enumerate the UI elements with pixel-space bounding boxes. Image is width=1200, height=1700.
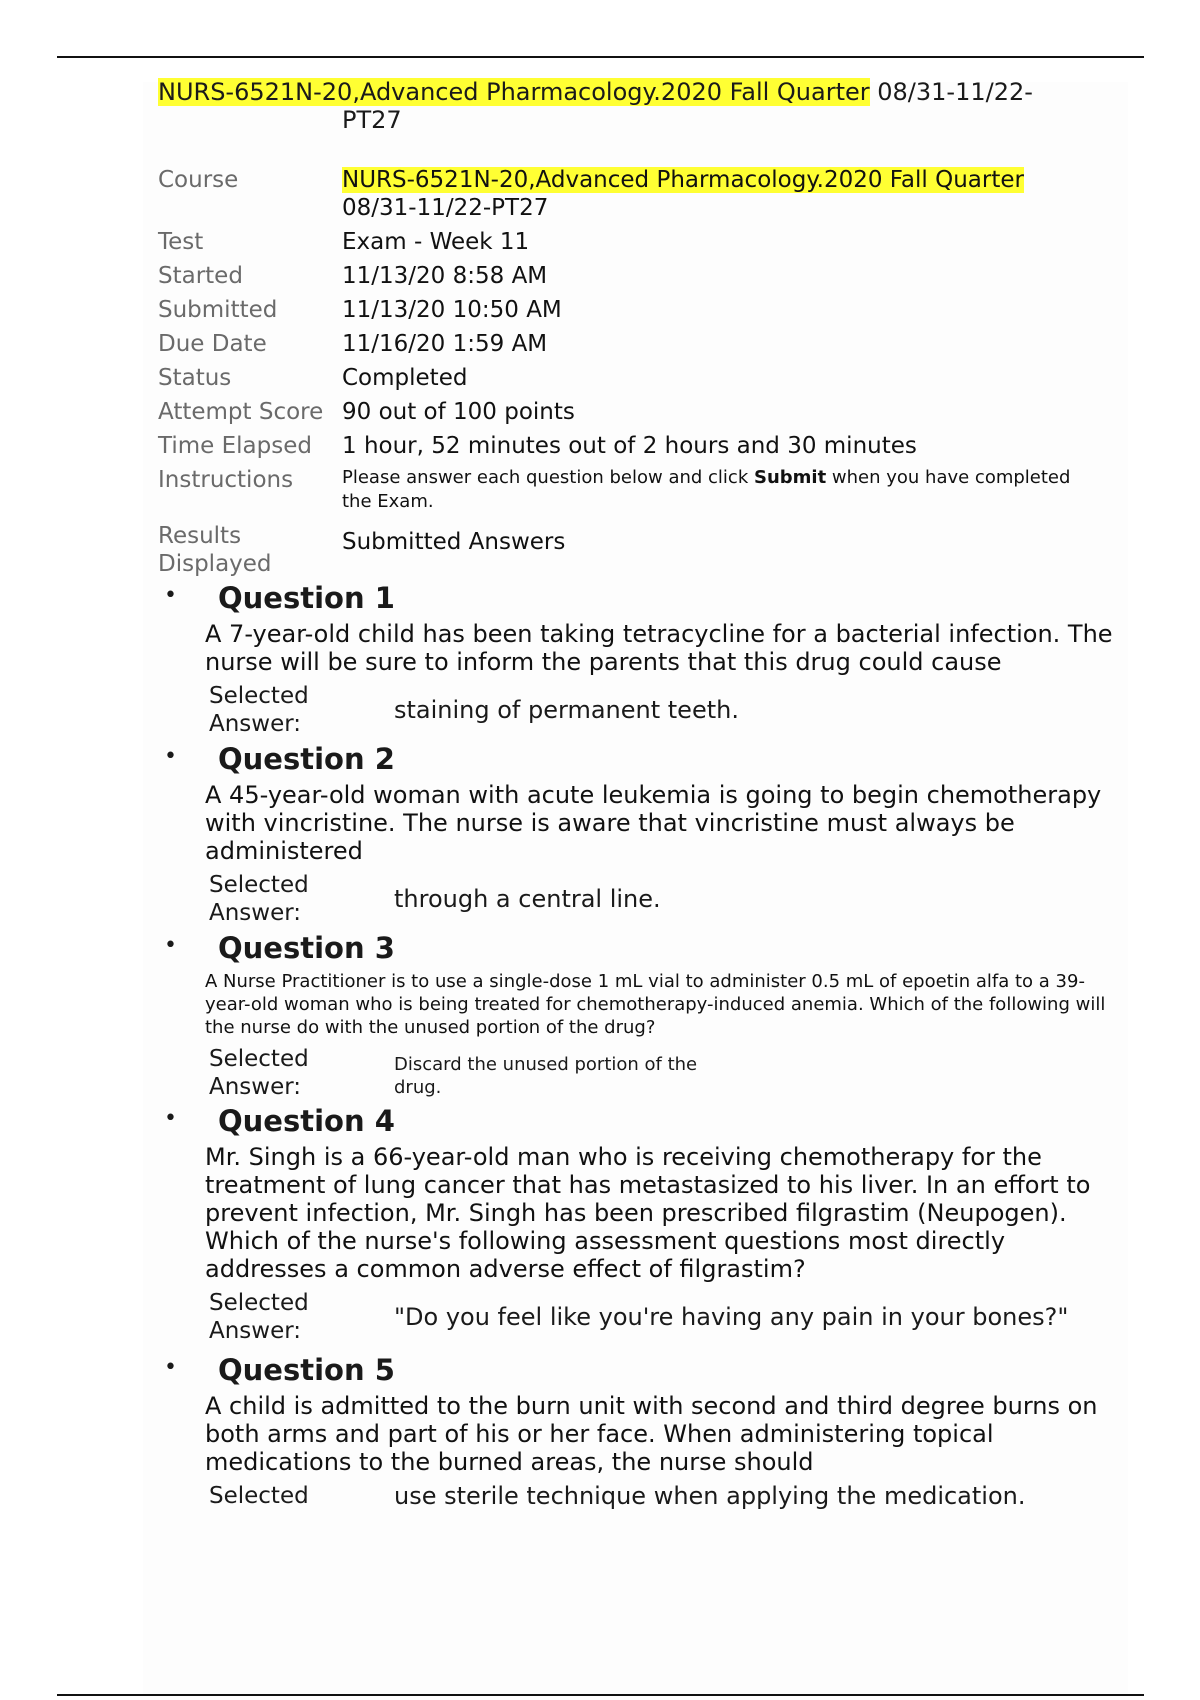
instructions-submit-word: Submit [753,467,827,488]
selected-answer-label: Selected Answer: [209,683,309,737]
selected-answer-value: staining of permanent teeth. [394,696,739,724]
course-label: Course [158,167,239,193]
started-label: Started [158,263,243,289]
course-value [342,166,1088,222]
score-value: 90 out of 100 points [342,399,575,425]
info-row-course [158,166,1088,228]
info-row-due-date [158,330,1088,364]
selected-answer [209,1289,1128,1345]
test-label: Test [158,229,204,255]
question-text: A 45-year-old woman with acute leukemia is going to begin chemotherapy with vincristine. The nurse is aware that vincristine must always be administered [205,781,1102,865]
question-1 [158,580,1128,738]
instructions-label: Instructions [158,467,294,493]
selected-answer-label: Selected Answer: [209,1046,309,1100]
question-text: A Nurse Practitioner is to use a single-dose 1 mL vial to administer 0.5 mL of epoetin alfa to a 39-year-old woman who is being treated for chemotherapy-induced anemia. Which of the following will the nurse do with the unused portion of the drug? [205,971,1106,1038]
submitted-value: 11/13/20 10:50 AM [342,297,562,323]
title-highlight: NURS-6521N-20,Advanced Pharmacology.2020 Fall Quarter [158,78,870,106]
info-row-submitted [158,296,1088,330]
bullet-icon: • [164,1355,177,1380]
instructions-text-after: when you have completed the Exam. [342,467,1071,512]
selected-answer-label: Selected [209,1483,309,1509]
info-row-time-elapsed [158,432,1088,466]
info-row-score [158,398,1088,432]
question-text: Mr. Singh is a 66-year-old man who is receiving chemotherapy for the treatment of lung cancer that has metastasized to his liver. In an effort to prevent infection, Mr. Singh has been prescribed filgrastim (Neupogen). Which of the nurse's following assessment questions most directly addresses a common adverse effect of filgrastim? [205,1143,1091,1283]
question-header [158,741,1128,781]
question-text: A child is admitted to the burn unit with second and third degree burns on both arms and part of his or her face. When administering topical medications to the burned areas, the nurse should [205,1392,1098,1476]
selected-answer [209,682,1128,738]
selected-answer [209,1482,1128,1538]
question-header [158,1352,1128,1392]
selected-answer-value: use sterile technique when applying the medication. [394,1482,1026,1510]
status-value: Completed [342,365,468,391]
question-header [158,1103,1128,1143]
selected-answer-value: through a central line. [394,885,661,913]
question-title: Question 1 [218,581,395,615]
bullet-icon: • [164,1106,177,1131]
score-label: Attempt Score [158,399,324,425]
title-dates: 08/31-11/22- [869,78,1033,106]
status-label: Status [158,365,232,391]
bullet-icon: • [164,744,177,769]
selected-answer-label: Selected Answer: [209,1290,309,1344]
question-header [158,580,1128,620]
course-value-line2: 08/31-11/22-PT27 [342,195,549,221]
title-line2: PT27 [342,106,402,134]
bullet-icon: • [164,583,177,608]
submitted-label: Submitted [158,297,278,323]
question-4 [158,1103,1128,1345]
question-3 [158,930,1128,1101]
started-value: 11/13/20 8:58 AM [342,263,548,289]
due-date-value: 11/16/20 1:59 AM [342,331,548,357]
time-elapsed-value: 1 hour, 52 minutes out of 2 hours and 30 minutes [342,433,917,459]
test-value: Exam - Week 11 [342,229,530,255]
bottom-rule [57,1694,1144,1696]
due-date-label: Due Date [158,331,267,357]
page-title [158,78,1058,134]
course-value-highlight: NURS-6521N-20,Advanced Pharmacology.2020 Fall Quarter [342,167,1024,193]
selected-answer-label: Selected Answer: [209,872,309,926]
info-row-test [158,228,1088,262]
selected-answer [209,871,1128,927]
info-row-status [158,364,1088,398]
selected-answer-value: Discard the unused portion of the drug. [394,1054,698,1098]
question-title: Question 2 [218,742,395,776]
question-title: Question 3 [218,931,395,965]
instructions-text-before: Please answer each question below and click [342,467,754,488]
bullet-icon: • [164,933,177,958]
selected-answer-value: "Do you feel like you're having any pain in your bones?" [394,1303,1069,1331]
question-text: A 7-year-old child has been taking tetracycline for a bacterial infection. The nurse will be sure to inform the parents that this drug could cause [205,620,1113,676]
question-header [158,930,1128,970]
info-row-results-displayed [158,522,1088,582]
selected-answer [209,1045,1128,1101]
results-displayed-value: Submitted Answers [342,529,566,555]
attempt-info-table [158,166,1088,582]
question-title: Question 5 [218,1353,395,1387]
top-rule [57,56,1144,58]
info-row-started [158,262,1088,296]
results-displayed-label: Results Displayed [158,523,272,577]
time-elapsed-label: Time Elapsed [158,433,312,459]
question-2 [158,741,1128,927]
info-row-instructions [158,466,1088,522]
question-5 [158,1352,1128,1538]
instructions-value [342,466,1088,514]
question-title: Question 4 [218,1104,395,1138]
